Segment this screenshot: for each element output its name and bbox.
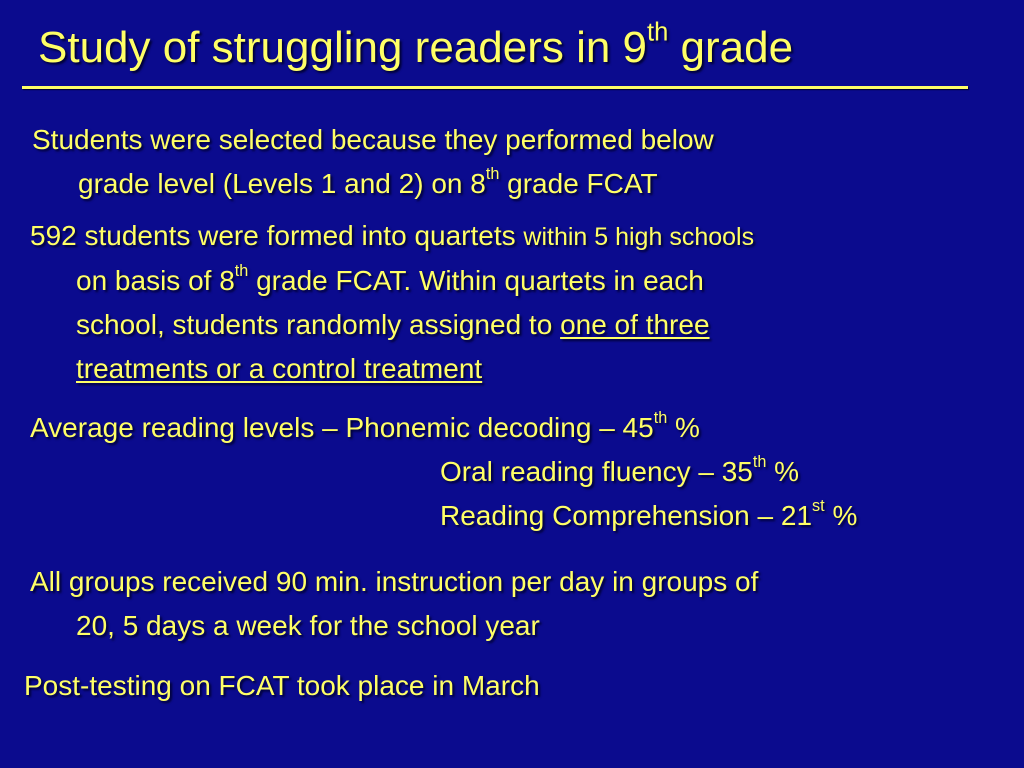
p2-line-2 (30, 259, 754, 303)
title-main: Study of struggling readers in 9 (38, 23, 648, 72)
p4-line-1: All groups received 90 min. instruction per day in groups of (30, 566, 759, 597)
p1-line-2-sup: th (485, 165, 500, 184)
paragraph-instruction (30, 560, 758, 648)
p2-line-3a: school, students randomly assigned to (76, 309, 561, 340)
p2-line-2-sup: th (234, 262, 249, 281)
paragraph-selection (32, 118, 714, 206)
p2-line-1a: 592 students were formed into quartets (30, 220, 524, 251)
p2-line-2a: on basis of 8 (76, 265, 235, 296)
p1-line-2b: grade FCAT (499, 168, 658, 199)
paragraph-reading-levels (30, 406, 857, 538)
p3-line-3a: Reading Comprehension – 21 (440, 500, 813, 531)
p1-line-2a: grade level (Levels 1 and 2) on 8 (78, 168, 486, 199)
p2-line-3 (30, 303, 754, 347)
p3-line-1-sup: th (653, 409, 668, 428)
p3-line-3-sup: st (812, 497, 825, 516)
p2-line-3-underlined: one of three (560, 309, 710, 340)
p3-line-3b: % (824, 500, 858, 531)
p3-line-1a: Average reading levels – Phonemic decoding – 45 (30, 412, 654, 443)
p3-line-2-sup: th (752, 453, 767, 472)
p3-line-2a: Oral reading fluency – 35 (440, 456, 753, 487)
p3-line-2b: % (766, 456, 800, 487)
p3-line-3 (30, 494, 857, 538)
title-tail: grade (668, 23, 794, 72)
p2-line-2b: grade FCAT. Within quartets in each (248, 265, 704, 296)
slide-title (38, 18, 794, 74)
p2-line-4-underlined: treatments or a control treatment (76, 353, 483, 384)
p5-line-1: Post-testing on FCAT took place in March (24, 670, 540, 701)
p1-line-2 (32, 162, 714, 206)
p2-line-1 (30, 214, 754, 259)
paragraph-quartets (30, 214, 754, 391)
p4-line-2: 20, 5 days a week for the school year (76, 610, 540, 641)
title-underline (22, 86, 968, 89)
title-sup: th (647, 18, 669, 47)
paragraph-post-testing (24, 664, 540, 708)
p3-line-1b: % (667, 412, 700, 443)
p1-line-1: Students were selected because they performed below (32, 124, 714, 155)
p3-line-1 (30, 406, 857, 450)
p2-line-4 (30, 347, 754, 391)
p2-line-1-small: within 5 high schools (523, 223, 755, 251)
p3-line-2 (30, 450, 857, 494)
